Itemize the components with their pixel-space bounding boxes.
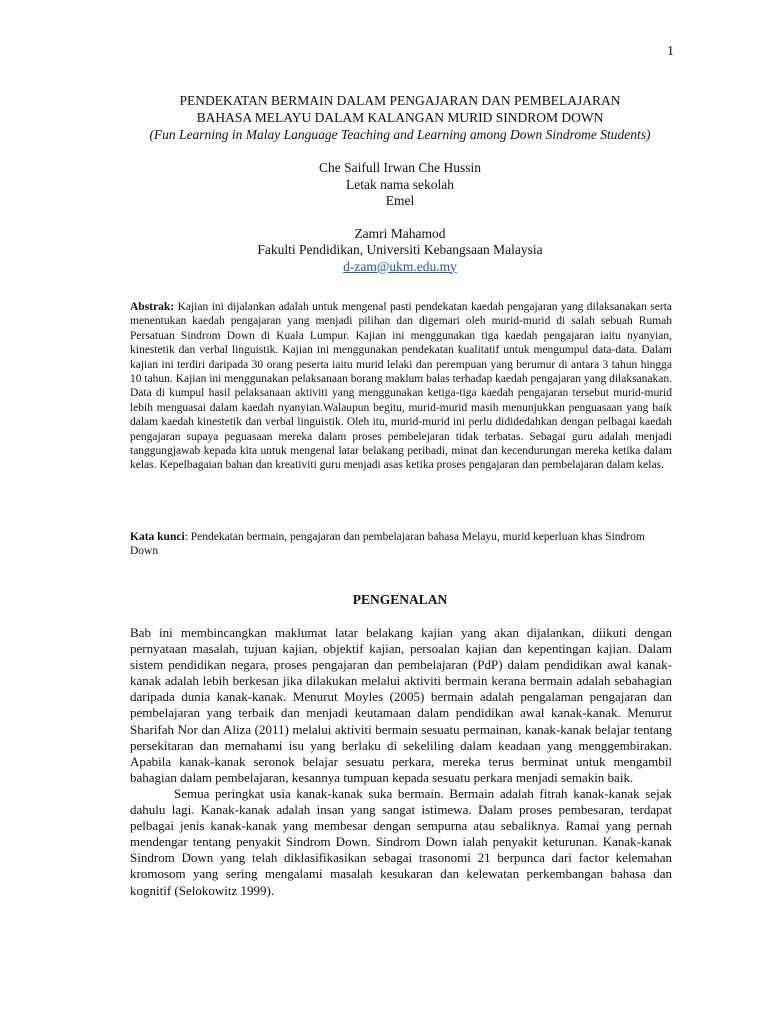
author-block (100, 160, 700, 275)
keywords-text: : Pendekatan bermain, pengajaran dan pembelajaran bahasa Melayu, murid keperluan khas Sindrom Down (130, 531, 645, 558)
title-line-2: BAHASA MELAYU DALAM KALANGAN MURID SINDROM DOWN (196, 110, 604, 125)
author1-name: Che Saifull Irwan Che Hussin (319, 160, 481, 175)
author-spacer (100, 210, 700, 226)
body-paragraph-2: Semua peringkat usia kanak-kanak suka bermain. Bermain adalah fitrah kanak-kanak sejak dahulu lagi. Kanak-kanak adalah insan yang sangat istimewa. Dalam proses pembesaran, terdapat pelbagai jenis kanak-kanak yang membesar dengan sempurna atau sebaliknya. Ramai yang pernah mendengar tentang penyakit Sindrom Down. Sindrom Down ialah penyakit keturunan. Kanak-kanak Sindrom Down yang telah diklasifikasikan sebagai trasonomi 21 berpunca dari factor kelemahan kromosom yang sering mengalami masalah kesukaran dan kelewatan perkembangan bahasa dan kognitif (Selokowitz 1999). (130, 785, 672, 898)
section-heading: PENGENALAN (352, 592, 448, 607)
title-line-1: PENDEKATAN BERMAIN DALAM PENGAJARAN DAN PEMBELAJARAN (179, 93, 621, 108)
abstract-label: Abstrak: (130, 301, 175, 313)
author2-email-line (100, 259, 700, 276)
paper-title (100, 92, 700, 143)
section-body (130, 625, 672, 899)
abstract-text: Kajian ini dijalankan adalah untuk mengenal pasti pendekatan kaedah pengajaran yang dilaksanakan serta menentukan kaedah pengajaran yang menjadi pilihan dan digemari oleh murid-murid di salah sebuah Rumah Persatuan Sindrom Down di Kuala Lumpur. Kajian ini menggunakan tiga kaedah pengajaran iaitu nyanyian, kinestetik dan verbal linguistik. Kajian ini menggunakan pendekatan kualitatif untuk mengumpul data-data. Dalam kajian ini terdiri daripada 30 orang peserta iaitu murid lelaki dan perempuan yang berumur di antara 3 tahun hingga 10 tahun. Kajian ini menggunakan pelaksanaan borang maklum balas terhadap kaedah pengajaran yang dilaksanakan. Data di kumpul hasil pelaksanaan aktiviti yang menggunakan ketiga-tiga kaedah pengajaran tersebut murid-murid lebih menguasai dalam kaedah nyanyian.Walaupun begitu, murid-murid masih menunjukkan penguasaan yang baik dalam kaedah kinestetik dan verbal linguistik. Oleh itu, murid-murid ini perlu dididedahkan dengan pelbagai kaedah pengajaran supaya peguasaan mereka dalam proses pembelejaran tidak terbatas. Sebagai guru adalah menjadi tanggungjawab kepada kita untuk mengenal latar belakang peribadi, minat dan kecendurungan mereka ketika dalam kelas. Kepelbagaian bahan dan kreativiti guru menjadi asas ketika proses pengajaran dan pembelajaran dalam kelas. (130, 301, 673, 472)
author2-email-link[interactable]: d-zam@ukm.edu.my (343, 258, 457, 274)
body-paragraph-1: Bab ini membincangkan maklumat latar belakang kajian yang akan dijalankan, diikuti dengan pernyataan masalah, tujuan kajian, objektif kajian, persoalan kajian dan kepentingan kajian. Dalam sistem pendidikan negara, proses pengajaran dan pembelajaran (PdP) dalam pendidikan awal kanak-kanak adalah lebih berkesan jika dilakukan melalui aktiviti bermain kerana bermain adalah sebahagian daripada dunia kanak-kanak. Menurut Moyles (2005) bermain adalah pengalaman pengajaran dan pembelajaran yang terbaik dan menjadi keutamaan dalam pendidikan awal kanak-kanak. Menurut Sharifah Nor dan Aliza (2011) melalui aktiviti bermain sesuatu permainan, kanak-kanak belajar tentang persekitaran dan memahami isu yang berlaku di sekeliling dalam keadaan yang menggembirakan. Apabila kanak-kanak seronok belajar sesuatu perkara, mereka terus berminat untuk mengambil bahagian dalam pembelajaran, kesannya tumpuan kepada sesuatu perkara menjadi semakin baik. (130, 625, 672, 785)
author2-name: Zamri Mahamod (354, 225, 446, 241)
keywords (130, 530, 672, 559)
author1-school: Letak nama sekolah (346, 176, 454, 192)
english-title: (Fun Learning in Malay Language Teaching and Learning among Down Sindrome Students) (149, 127, 651, 142)
author1-email: Emel (385, 193, 415, 208)
abstract (130, 300, 672, 473)
author2-affiliation: Fakulti Pendidikan, Universiti Kebangsaan Malaysia (257, 242, 543, 257)
keywords-label: Kata kunci (130, 531, 185, 543)
page-number: 1 (667, 44, 674, 59)
